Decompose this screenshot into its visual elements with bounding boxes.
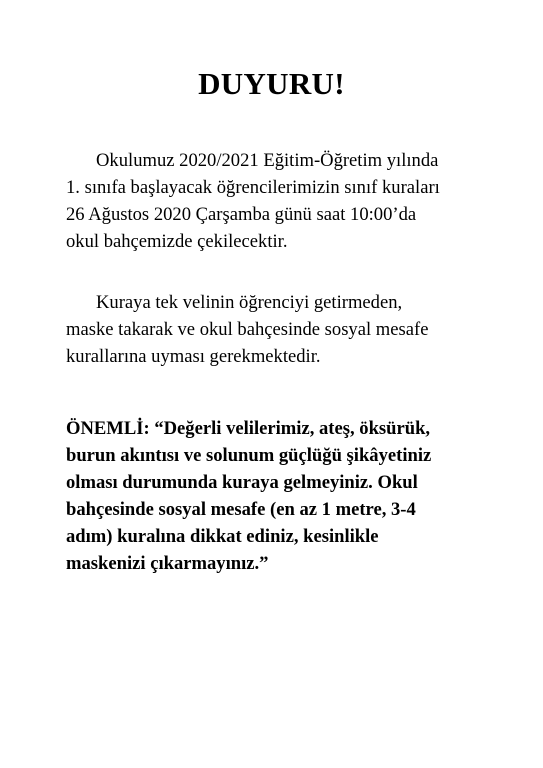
paragraph-line: 1. sınıfa başlayacak öğrencilerimizin sınıf kuraları: [66, 177, 440, 198]
paragraph-line: bahçesinde sosyal mesafe (en az 1 metre, 3-4: [66, 499, 416, 520]
paragraph-line: kurallarına uyması gerekmektedir.: [66, 346, 321, 367]
paragraph-line: ÖNEMLİ: “Değerli velilerimiz, ateş, öksürük,: [66, 418, 431, 439]
paragraph-line: olması durumunda kuraya gelmeyiniz. Okul: [66, 472, 418, 493]
page-title: DUYURU!: [198, 66, 345, 101]
paragraph-line: Kuraya tek velinin öğrenciyi getirmeden,: [96, 292, 403, 313]
paragraph-line: okul bahçemizde çekilecektir.: [66, 231, 288, 252]
paragraph-important-notice: [66, 415, 486, 577]
paragraph-parent-rules: [66, 289, 486, 370]
paragraph-draw-announcement: [66, 147, 486, 255]
paragraph-line: Okulumuz 2020/2021 Eğitim-Öğretim yılında: [96, 150, 439, 171]
paragraph-line: burun akıntısı ve solunum güçlüğü şikâyetiniz: [66, 445, 432, 466]
paragraph-line: 26 Ağustos 2020 Çarşamba günü saat 10:00’da: [66, 204, 417, 225]
paragraph-line: maskenizi çıkarmayınız.”: [66, 553, 269, 574]
paragraph-line: adım) kuralına dikkat ediniz, kesinlikle: [66, 526, 379, 547]
paragraph-line: maske takarak ve okul bahçesinde sosyal mesafe: [66, 319, 429, 340]
